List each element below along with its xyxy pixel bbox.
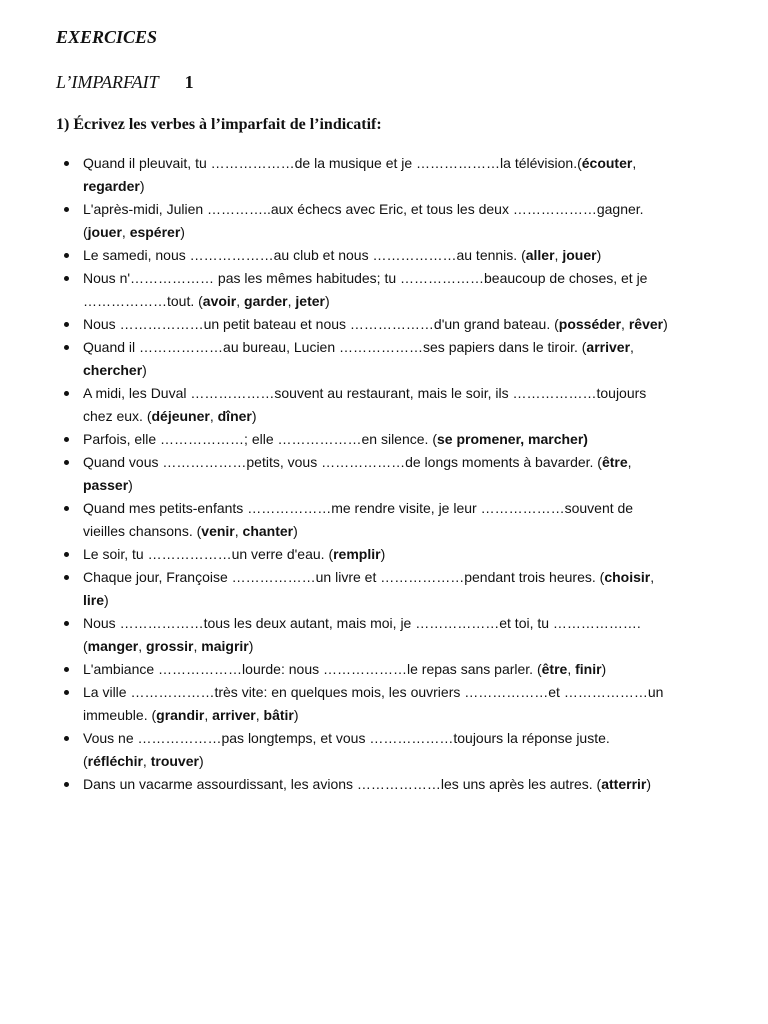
sentence-text: Quand mes petits-enfants ………………me rendre visite, je leur ………………souvent de [83, 500, 634, 516]
sentence-text: Nous n'……………… pas les mêmes habitudes; tu ………………beaucoup de choses, et je [83, 270, 648, 286]
sentence-text: Le soir, tu ………………un verre d'eau. ( [83, 546, 334, 562]
sentence-text: , [632, 155, 637, 171]
sentence-text: Parfois, elle ………………; elle ………………en silence. ( [83, 431, 437, 447]
sentence-text: ) [142, 362, 147, 378]
exercise-instruction: 1) Écrivez les verbes à l’imparfait de l’indicatif: [56, 116, 382, 133]
verb-hint: arriver [212, 707, 256, 723]
sentence-text: ) [104, 592, 109, 608]
sentence-text: ) [596, 247, 602, 263]
sentence-text: , [650, 569, 655, 585]
exercise-line [83, 336, 743, 359]
exercise-item [83, 198, 743, 244]
sentence-text: , [234, 523, 243, 539]
sentence-text: , [209, 408, 218, 424]
sentence-text: ) [139, 178, 145, 194]
exercise-line [83, 658, 743, 681]
sentence-text: , [554, 247, 563, 263]
exercise-item [83, 681, 743, 727]
sentence-text: ) [128, 477, 133, 493]
exercise-line [83, 244, 743, 267]
exercise-line [83, 290, 743, 313]
exercise-item [83, 658, 743, 681]
sentence-text: , [142, 753, 151, 769]
sentence-text: ( [83, 753, 88, 769]
exercise-line [83, 589, 743, 612]
verb-hint: bâtir [263, 707, 294, 723]
exercise-line [83, 635, 743, 658]
sentence-text: A midi, les Duval ………………souvent au restaurant, mais le soir, ils ………………toujours [83, 385, 647, 401]
sentence-text: ) [293, 707, 299, 723]
verb-hint: avoir [202, 293, 237, 309]
sentence-text: ) [380, 546, 386, 562]
verb-hint: être [541, 661, 568, 677]
exercise-item [83, 727, 743, 773]
exercise-line [83, 750, 743, 773]
exercise-item [83, 336, 743, 382]
sentence-text: Chaque jour, Françoise ………………un livre et ………………pendant trois heures. ( [83, 569, 605, 585]
verb-hint: venir [201, 523, 235, 539]
verb-hint: espérer [129, 224, 181, 240]
verb-hint: grandir [156, 707, 205, 723]
sentence-text: ) [180, 224, 185, 240]
exercise-item [83, 451, 743, 497]
verb-hint: posséder [558, 316, 622, 332]
section-heading [56, 72, 194, 93]
sentence-text: immeuble. ( [83, 707, 157, 723]
verb-hint: chanter [242, 523, 294, 539]
sentence-text: La ville ………………très vite: en quelques mois, les ouvriers ………………et ………………un [83, 684, 664, 700]
sentence-text: ) [601, 661, 607, 677]
exercise-line [83, 681, 743, 704]
sentence-text: , [236, 293, 245, 309]
sentence-text: , [138, 638, 147, 654]
exercise-line [83, 451, 743, 474]
verb-hint: grossir [146, 638, 194, 654]
exercise-line [83, 474, 743, 497]
verb-hint: dîner [217, 408, 252, 424]
exercise-line [83, 704, 743, 727]
sentence-text: Nous ………………tous les deux autant, mais moi, je ………………et toi, tu ………………. [83, 615, 641, 631]
exercise-line [83, 612, 743, 635]
verb-hint: aller [525, 247, 555, 263]
sentence-text: Vous ne ………………pas longtemps, et vous ………………toujours la réponse juste. [83, 730, 610, 746]
exercise-line [83, 175, 743, 198]
section-title: L’IMPARFAIT [56, 72, 159, 92]
verb-hint: être [601, 454, 628, 470]
exercise-item [83, 773, 743, 796]
verb-hint: remplir [333, 546, 381, 562]
sentence-text: Le samedi, nous ………………au club et nous ………………au tennis. ( [83, 247, 526, 263]
sentence-text: Nous ………………un petit bateau et nous ………………d'un grand bateau. ( [83, 316, 559, 332]
exercise-item [83, 313, 743, 336]
exercise-line [83, 198, 743, 221]
sentence-text: ) [293, 523, 298, 539]
verb-hint: passer [83, 477, 129, 493]
verb-hint: finir [575, 661, 602, 677]
exercise-line [83, 497, 743, 520]
sentence-text: , [621, 316, 629, 332]
exercise-line [83, 152, 743, 175]
sentence-text: Quand vous ………………petits, vous ………………de longs moments à bavarder. ( [83, 454, 602, 470]
sentence-text: ) [248, 638, 254, 654]
exercise-list [83, 152, 743, 796]
exercise-line [83, 313, 743, 336]
exercise-line [83, 520, 743, 543]
exercise-line [83, 566, 743, 589]
verb-hint: maigrir [201, 638, 249, 654]
exercise-line [83, 382, 743, 405]
verb-hint: garder [244, 293, 288, 309]
verb-hint: jouer [562, 247, 597, 263]
verb-hint: regarder [83, 178, 140, 194]
verb-hint: déjeuner [151, 408, 210, 424]
sentence-text: , [255, 707, 264, 723]
sentence-text: Quand il ………………au bureau, Lucien ………………ses papiers dans le tiroir. ( [83, 339, 587, 355]
exercise-item [83, 152, 743, 198]
sentence-text: , [204, 707, 213, 723]
sentence-text: ) [251, 408, 257, 424]
exercise-line [83, 405, 743, 428]
verb-hint: réfléchir [87, 753, 143, 769]
verb-hint: atterrir [601, 776, 647, 792]
exercise-line [83, 428, 743, 451]
exercise-item [83, 244, 743, 267]
exercise-line [83, 543, 743, 566]
sentence-text: Dans un vacarme assourdissant, les avions ………………les uns après les autres. ( [83, 776, 602, 792]
sentence-text: ………………tout. ( [83, 293, 203, 309]
exercise-item [83, 612, 743, 658]
sentence-text: ) [198, 753, 204, 769]
exercise-item [83, 566, 743, 612]
sentence-text: L'ambiance ………………lourde: nous ………………le repas sans parler. ( [83, 661, 542, 677]
section-number: 1 [184, 72, 194, 92]
sentence-text: L'après-midi, Julien …………..aux échecs avec Eric, et tous les deux ………………gagner. [83, 201, 644, 217]
sentence-text: vieilles chansons. ( [83, 523, 202, 539]
exercise-item [83, 428, 743, 451]
exercise-line [83, 359, 743, 382]
verb-hint: lire [83, 592, 105, 608]
sentence-text: ( [83, 224, 88, 240]
exercise-item [83, 267, 743, 313]
verb-hint: jeter [295, 293, 325, 309]
verb-hint: jouer [87, 224, 122, 240]
exercise-item [83, 497, 743, 543]
verb-hint: chercher [83, 362, 143, 378]
sentence-text: Quand il pleuvait, tu ………………de la musique et je ………………la télévision.( [83, 155, 582, 171]
sentence-text: , [287, 293, 296, 309]
sentence-text: chez eux. ( [83, 408, 152, 424]
exercise-line [83, 727, 743, 750]
sentence-text: , [193, 638, 202, 654]
verb-hint: rêver [628, 316, 664, 332]
sentence-text: ) [663, 316, 668, 332]
verb-hint: se promener, marcher) [436, 431, 588, 447]
exercise-line [83, 267, 743, 290]
sentence-text: , [630, 339, 634, 355]
sentence-text: , [627, 454, 632, 470]
verb-hint: trouver [150, 753, 199, 769]
sentence-text: , [567, 661, 576, 677]
exercise-line [83, 773, 743, 796]
verb-hint: arriver [586, 339, 631, 355]
exercise-line [83, 221, 743, 244]
page-title: EXERCICES [56, 27, 158, 47]
sentence-text: ( [83, 638, 88, 654]
verb-hint: choisir [604, 569, 651, 585]
sentence-text: ) [646, 776, 652, 792]
verb-hint: écouter [581, 155, 633, 171]
verb-hint: manger [87, 638, 139, 654]
sentence-text: , [121, 224, 130, 240]
sentence-text: ) [324, 293, 330, 309]
exercise-item [83, 382, 743, 428]
exercise-item [83, 543, 743, 566]
